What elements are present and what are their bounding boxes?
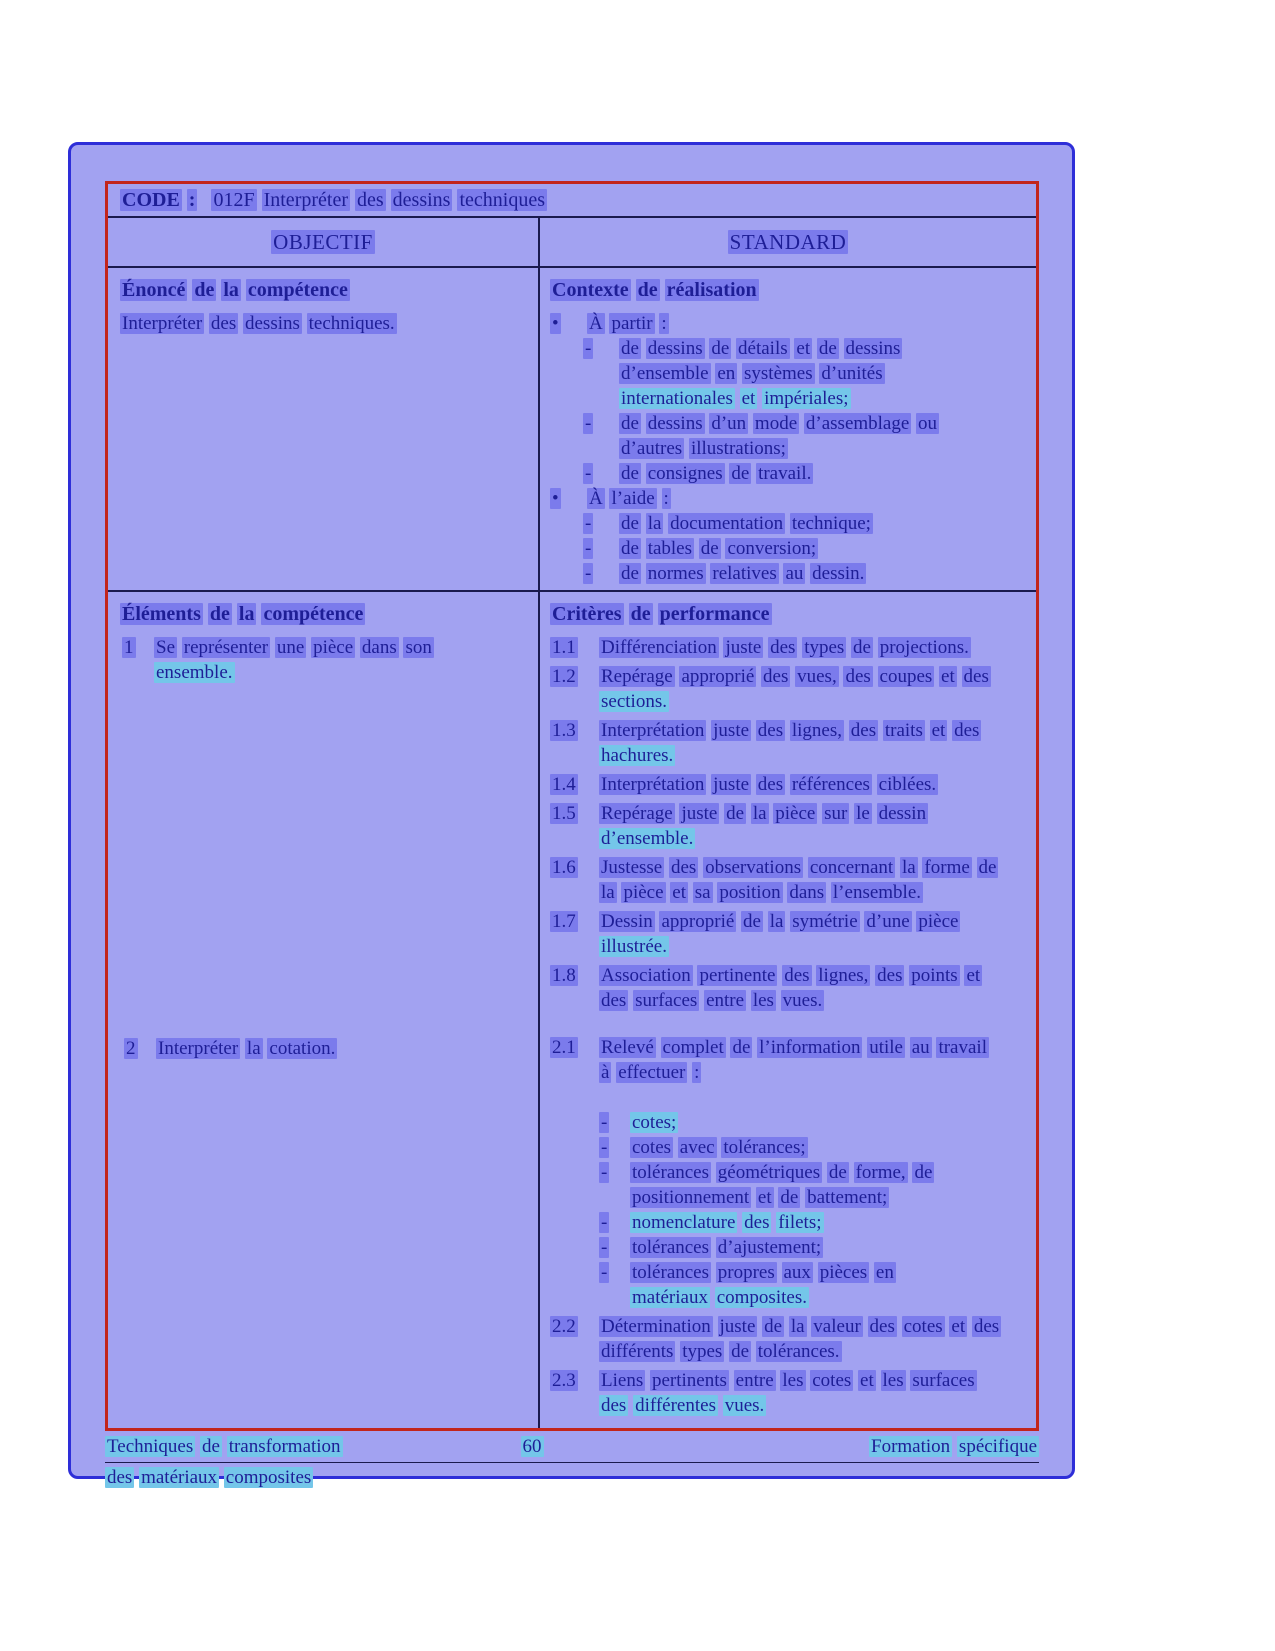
dash-icon: -	[601, 1237, 608, 1258]
text-line: tolérances propres aux pièces en	[632, 1262, 894, 1283]
text-line: à effectuer :	[601, 1062, 700, 1083]
enonce-cell	[108, 268, 538, 590]
context-group-label: À partir :	[589, 313, 667, 334]
criterion	[550, 909, 1028, 959]
section-elements-criteres	[108, 592, 1036, 1428]
bullet-icon: •	[552, 488, 559, 509]
dash-icon: -	[585, 463, 592, 484]
criterion-number: 1.7	[552, 911, 576, 932]
criterion	[550, 772, 1028, 797]
text-line: Association pertinente des lignes, des points et	[601, 965, 981, 986]
section-enonce-contexte	[108, 268, 1036, 592]
text-line: internationales et impériales;	[621, 388, 849, 409]
element-number: 2	[126, 1038, 136, 1059]
footer-right-text: Formation spécifique	[871, 1436, 1037, 1457]
text-line: des surfaces entre les vues.	[601, 990, 823, 1011]
criterion-subitem	[599, 1210, 1028, 1235]
dash-icon: -	[601, 1162, 608, 1183]
criterion-number: 1.6	[552, 857, 576, 878]
text-line: ensemble.	[156, 662, 233, 683]
dash-icon: -	[585, 538, 592, 559]
criterion	[550, 963, 1028, 1013]
page-footer	[105, 1435, 1039, 1490]
dash-icon: -	[601, 1112, 608, 1133]
content-panel	[68, 142, 1075, 1488]
context-group-row	[550, 311, 1028, 336]
text-line: Repérage approprié des vues, des coupes et des	[601, 666, 989, 687]
text-line: Se représenter une pièce dans son	[156, 637, 432, 658]
text-line: différents types de tolérances.	[601, 1341, 840, 1362]
criterion	[550, 635, 1028, 660]
enonce-text-line: Interpréter des dessins techniques.	[122, 313, 395, 334]
criterion	[550, 801, 1028, 851]
criterion-number: 1.3	[552, 720, 576, 741]
criterion	[550, 855, 1028, 905]
context-item	[583, 561, 1028, 586]
dash-icon: -	[585, 338, 592, 359]
text-line: des différentes vues.	[601, 1395, 765, 1416]
dash-icon: -	[585, 413, 592, 434]
dash-icon: -	[585, 563, 592, 584]
standard-column-header	[538, 218, 1036, 266]
criterion-subitem	[599, 1135, 1028, 1160]
elements-heading	[120, 602, 530, 627]
code-label: CODE :	[122, 189, 196, 211]
criterion-subitem	[599, 1110, 1028, 1135]
text-line: Justesse des observations concernant la forme de	[601, 857, 997, 878]
elements-heading-text: Éléments de la compétence	[122, 603, 364, 625]
context-item	[583, 411, 1028, 461]
criteres-heading-text: Critères de performance	[552, 603, 770, 625]
text-line: tolérances d’ajustement;	[632, 1237, 822, 1258]
criterion	[550, 1314, 1028, 1364]
criterion-number: 1.2	[552, 666, 576, 687]
text-line: d’autres illustrations;	[621, 438, 786, 459]
element-item	[120, 635, 530, 685]
elements-cell	[108, 592, 538, 1428]
criteres-cell	[538, 592, 1036, 1428]
text-line: d’ensemble.	[601, 828, 694, 849]
footer-row	[105, 1435, 1039, 1463]
text-line: Interprétation juste des références ciblées.	[601, 774, 937, 795]
text-line: la pièce et sa position dans l’ensemble.	[601, 882, 922, 903]
enonce-text	[120, 311, 530, 336]
footer-left-text: Techniques de transformation	[107, 1436, 341, 1457]
contexte-cell	[538, 268, 1036, 590]
criterion-number: 2.2	[552, 1316, 576, 1337]
text-line: de dessins d’un mode d’assemblage ou	[621, 413, 938, 434]
code-value: 012F Interpréter des dessins techniques	[213, 189, 545, 211]
criterion-subitem	[599, 1260, 1028, 1310]
competency-table	[105, 181, 1039, 1431]
text-line: cotes;	[632, 1112, 677, 1133]
context-group-row	[550, 486, 1028, 511]
code-row	[108, 184, 1036, 218]
criterion-subitem	[599, 1160, 1028, 1210]
objectif-column-header	[108, 218, 538, 266]
criterion	[550, 1035, 1028, 1310]
text-line: Liens pertinents entre les cotes et les surfaces	[601, 1370, 975, 1391]
text-line: illustrée.	[601, 936, 667, 957]
text-line: hachures.	[601, 745, 674, 766]
text-line: tolérances géométriques de forme, de	[632, 1162, 933, 1183]
text-line: Dessin approprié de la symétrie d’une pièce	[601, 911, 959, 932]
contexte-heading	[550, 278, 1028, 303]
context-item	[583, 461, 1028, 486]
text-line: Interprétation juste des lignes, des traits et des	[601, 720, 980, 741]
context-group-label: À l’aide :	[589, 488, 669, 509]
dash-icon: -	[585, 513, 592, 534]
text-line: sections.	[601, 691, 667, 712]
context-item	[583, 511, 1028, 536]
text-line: nomenclature des filets;	[632, 1212, 822, 1233]
text-line: de tables de conversion;	[621, 538, 817, 559]
column-headers	[108, 218, 1036, 268]
text-line: positionnement et de battement;	[632, 1187, 888, 1208]
contexte-heading-text: Contexte de réalisation	[552, 279, 757, 301]
page-number: 60	[522, 1436, 542, 1457]
criterion-number: 1.4	[552, 774, 576, 795]
text-line: Relevé complet de l’information utile au travail	[601, 1037, 987, 1058]
criterion-subitem	[599, 1235, 1028, 1260]
text-line: d’ensemble en systèmes d’unités	[621, 363, 883, 384]
dash-icon: -	[601, 1262, 608, 1283]
bullet-icon: •	[552, 313, 559, 334]
context-item	[583, 336, 1028, 411]
element-number: 1	[124, 637, 134, 658]
criterion-number: 2.1	[552, 1037, 576, 1058]
text-line: matériaux composites.	[632, 1287, 807, 1308]
criteres-heading	[550, 602, 1028, 627]
enonce-heading-text: Énoncé de la compétence	[122, 279, 348, 301]
text-line: de dessins de détails et de dessins	[621, 338, 901, 359]
footer-left-line2	[105, 1466, 1039, 1490]
enonce-heading	[120, 278, 530, 303]
criterion-number: 1.5	[552, 803, 576, 824]
text-line: Détermination juste de la valeur des cotes et des	[601, 1316, 1000, 1337]
dash-icon: -	[601, 1212, 608, 1233]
text-line: de normes relatives au dessin.	[621, 563, 865, 584]
criterion-number: 1.8	[552, 965, 576, 986]
element-item	[122, 1036, 530, 1061]
criterion	[550, 718, 1028, 768]
footer-left-text: des matériaux composites	[107, 1467, 312, 1488]
text-line: de la documentation technique;	[621, 513, 871, 534]
context-item	[583, 536, 1028, 561]
text-line: Interpréter la cotation.	[158, 1038, 336, 1059]
text-line: Différenciation juste des types de projections.	[601, 637, 969, 658]
text-line: de consignes de travail.	[621, 463, 812, 484]
text-line: cotes avec tolérances;	[632, 1137, 806, 1158]
criterion-number: 1.1	[552, 637, 576, 658]
text-line: Repérage juste de la pièce sur le dessin	[601, 803, 927, 824]
standard-header-label: STANDARD	[729, 229, 847, 254]
criterion-number: 2.3	[552, 1370, 576, 1391]
dash-icon: -	[601, 1137, 608, 1158]
objectif-header-label: OBJECTIF	[273, 229, 373, 254]
criterion	[550, 1368, 1028, 1418]
criterion	[550, 664, 1028, 714]
